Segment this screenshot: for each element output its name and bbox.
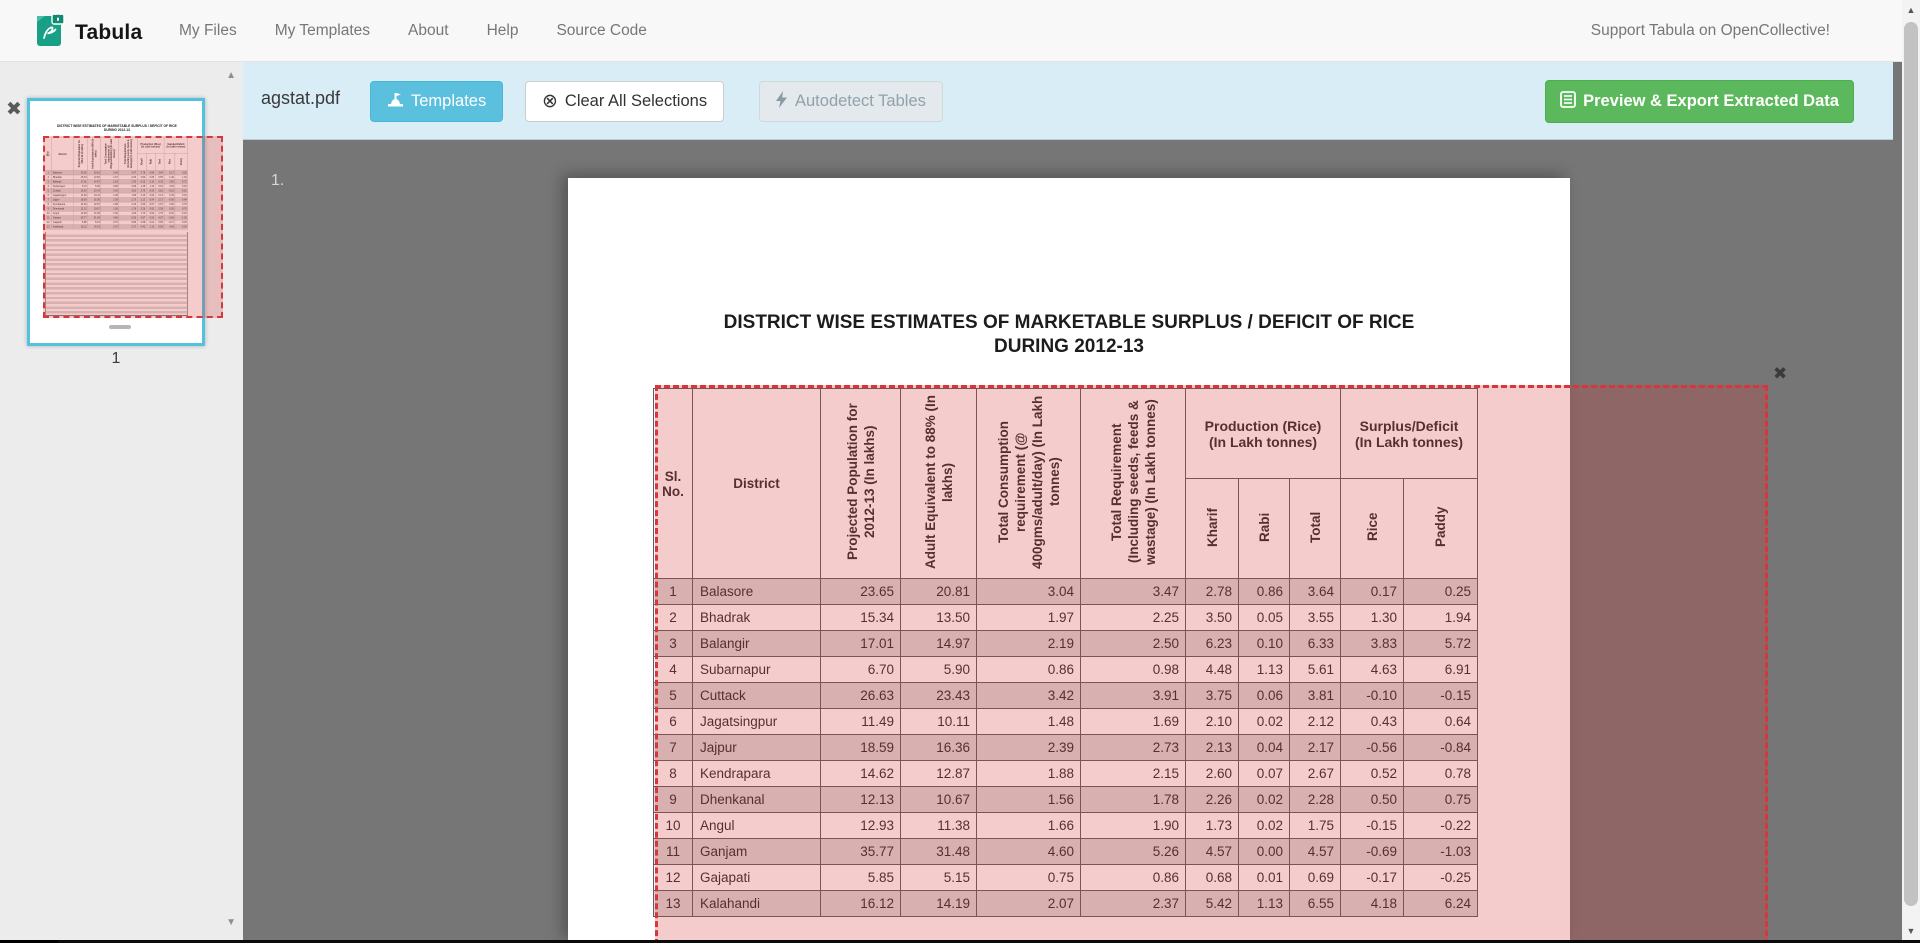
pdf-filename: agstat.pdf xyxy=(261,88,341,108)
remove-page-icon[interactable]: ✖ xyxy=(6,99,22,120)
header-rice: Rice xyxy=(1341,479,1404,579)
table-row: 12 Gajapati 5.85 5.15 0.75 0.86 0.68 0.01 0.69 -0.17 -0.25 xyxy=(654,865,1478,891)
scrollbar-thumb[interactable] xyxy=(1904,22,1918,906)
vertical-scrollbar xyxy=(1902,0,1920,943)
clear-label: Clear All Selections xyxy=(564,92,708,110)
header-total: Total xyxy=(1290,479,1341,579)
table-row: 7 Jajpur 18.59 16.36 2.39 2.73 2.13 0.04 2.17 -0.56 -0.84 xyxy=(654,735,1478,761)
header-total-consumption: Total Consumption requirement (@ 400gms/adult/day) (In Lakh tonnes) xyxy=(977,389,1081,579)
templates-button[interactable] xyxy=(370,81,503,122)
tabula-brand[interactable] xyxy=(36,12,142,53)
table-row: 1 Balasore 23.65 20.81 3.04 3.47 2.78 0.86 3.64 0.17 0.25 xyxy=(654,579,1478,605)
header-kharif: Kharif xyxy=(1186,479,1239,579)
header-adult-equivalent: Adult Equivalent to 88% (In lakhs) xyxy=(901,389,977,579)
preview-export-button[interactable] xyxy=(1545,80,1854,123)
thumbnail-footer-mark xyxy=(109,325,131,329)
thumbnail-page-number: 1 xyxy=(111,350,121,367)
header-paddy: Paddy xyxy=(1404,479,1478,579)
export-list-icon xyxy=(1560,91,1576,113)
tabula-logo-icon xyxy=(36,12,66,53)
document-title-line1: DISTRICT WISE ESTIMATES OF MARKETABLE SURPLUS / DEFICIT OF RICE xyxy=(723,312,1415,333)
page-thumbnail-sidebar xyxy=(0,62,243,940)
table-row: 3 Balangir 17.01 14.97 2.19 2.50 6.23 0.10 6.33 3.83 5.72 xyxy=(654,631,1478,657)
table-row: 4 Subarnapur 6.70 5.90 0.86 0.98 4.48 1.13 5.61 4.63 6.91 xyxy=(654,657,1478,683)
thumbnail-selection-rect[interactable] xyxy=(43,136,223,318)
nav-my-templates[interactable]: My Templates xyxy=(274,22,371,39)
pdf-viewer xyxy=(243,140,1902,943)
nav-about[interactable]: About xyxy=(408,22,449,39)
circle-x-icon: ⊗ xyxy=(542,91,558,112)
table-row: 11 Ganjam 35.77 31.48 4.60 5.26 4.57 0.00 4.57 -0.69 -1.03 xyxy=(654,839,1478,865)
header-sl-no: Sl. No. xyxy=(654,389,693,579)
selection-dismiss-icon[interactable]: ✖ xyxy=(1773,364,1788,383)
sidebar-scroll-down-icon[interactable]: ▼ xyxy=(226,917,236,928)
table-row: 8 Kendrapara 14.62 12.87 1.88 2.15 2.60 0.07 2.67 0.52 0.78 xyxy=(654,761,1478,787)
scrollbar-down-icon[interactable]: ▼ xyxy=(1906,926,1916,936)
header-total-requirement: Total Requirement (Including seeds, feeds & wastage) (In Lakh tonnes) xyxy=(1081,389,1186,579)
nav-my-files[interactable]: My Files xyxy=(179,22,237,39)
brand-title: Tabula xyxy=(75,20,143,44)
autodetect-label: Autodetect Tables xyxy=(795,92,926,110)
header-surplus-group: Surplus/Deficit (In Lakh tonnes) xyxy=(1341,389,1478,479)
header-production-group: Production (Rice) (In Lakh tonnes) xyxy=(1186,389,1341,479)
autodetect-tables-button[interactable] xyxy=(759,81,943,122)
viewer-page-label: 1. xyxy=(271,172,285,189)
table-row: 9 Dhenkanal 12.13 10.67 1.56 1.78 2.26 0.02 2.28 0.50 0.75 xyxy=(654,787,1478,813)
templates-icon xyxy=(387,92,404,112)
top-navbar xyxy=(0,0,1920,62)
nav-source-code[interactable]: Source Code xyxy=(556,22,647,39)
toolbar xyxy=(243,62,1893,140)
table-row: 13 Kalahandi 16.12 14.19 2.07 2.37 5.42 1.13 6.55 4.18 6.24 xyxy=(654,891,1478,917)
header-rabi: Rabi xyxy=(1239,479,1290,579)
table-row: 5 Cuttack 26.63 23.43 3.42 3.91 3.75 0.06 3.81 -0.10 -0.15 xyxy=(654,683,1478,709)
table-row: 6 Jagatsingpur 11.49 10.11 1.48 1.69 2.10 0.02 2.12 0.43 0.64 xyxy=(654,709,1478,735)
header-projected-population: Projected Population for 2012-13 (In lakhs) xyxy=(821,389,901,579)
lock-icon xyxy=(52,12,64,24)
header-district: District xyxy=(693,389,821,579)
document-title-line2: DURING 2012-13 xyxy=(994,336,1144,357)
main-area xyxy=(243,62,1902,943)
page-thumbnail[interactable]: DISTRICT WISE ESTIMATES OF MARKETABLE SURPLUS / DEFICIT OF RICE DURING 2012-13 Sl. No. District Projected Population for 2012-13 (In lakhs) Adult Equivalent to 88% (In lakhs) Total Consumption requirement (@ 400gms/adult/day) (In Lakh tonnes) Total Requirement (Including seeds, feeds & wastage) (In Lakh tonnes) Production (Rice) (In Lakh tonnes) Surplus/Deficit (In Lakh tonnes) Kharif Rabi Total Rice Paddy 1 Balasore 23.65 20.81 3.04 3.47 2.78 0.86 3.64 0.17 0.25 2 Bhadrak 15.34 13.50 1.97 2.25 3.50 0.05 3.55 1.30 1.94 3 Balangir 17.01 14.97 2.19 2.50 6.23 0.10 6.33 3.83 5.72 4 Subarnapur 6.70 5.90 0.86 0.98 4.48 1.13 5.61 4.63 6.91 5 Cuttack 26.63 23.43 3.42 3.91 3.75 0.06 3.81 -0.10 -0.15 6 Jagatsingpur 11.49 10.11 1.48 1.69 2.10 0.02 2.12 0.43 0.64 7 Jajpur 18.59 16.36 2.39 2.73 2.13 0.04 2.17 -0.56 -0.84 8 Kendrapara 14.62 12.87 1.88 2.15 2.60 0.07 2.67 0.52 0.78 9 Dhenkanal 12.13 10.67 1.56 1.78 2.26 0.02 2.28 0.50 0.75 10 Angul 12.93 11.38 1.66 1.90 1.73 0.02 1.75 -0.15 -0.22 11 Ganjam 35.77 31.48 4.60 5.26 4.57 0.00 4.57 -0.69 -1.03 12 Gajapati 5.85 5.15 0.75 0.86 0.68 0.01 0.69 -0.17 -0.25 13 Kalahandi 16.12 14.19 2.07 2.37 5.42 1.13 6.55 4.18 6.24 xyxy=(27,98,205,346)
nav-help[interactable]: Help xyxy=(486,22,519,39)
templates-label: Templates xyxy=(411,92,487,110)
clear-all-selections-button[interactable] xyxy=(525,81,724,122)
document-title xyxy=(568,311,1570,359)
sidebar-scroll-up-icon[interactable]: ▲ xyxy=(226,70,236,81)
scrollbar-up-icon[interactable]: ▲ xyxy=(1906,5,1916,15)
table-row: 10 Angul 12.93 11.38 1.66 1.90 1.73 0.02 1.75 -0.15 -0.22 xyxy=(654,813,1478,839)
nav-links xyxy=(160,0,666,62)
table-selection-rect[interactable] xyxy=(655,385,1768,943)
support-link[interactable]: Support Tabula on OpenCollective! xyxy=(1590,22,1830,39)
export-label: Preview & Export Extracted Data xyxy=(1583,92,1839,110)
table-row: 2 Bhadrak 15.34 13.50 1.97 2.25 3.50 0.05 3.55 1.30 1.94 xyxy=(654,605,1478,631)
lightning-icon xyxy=(776,91,788,113)
